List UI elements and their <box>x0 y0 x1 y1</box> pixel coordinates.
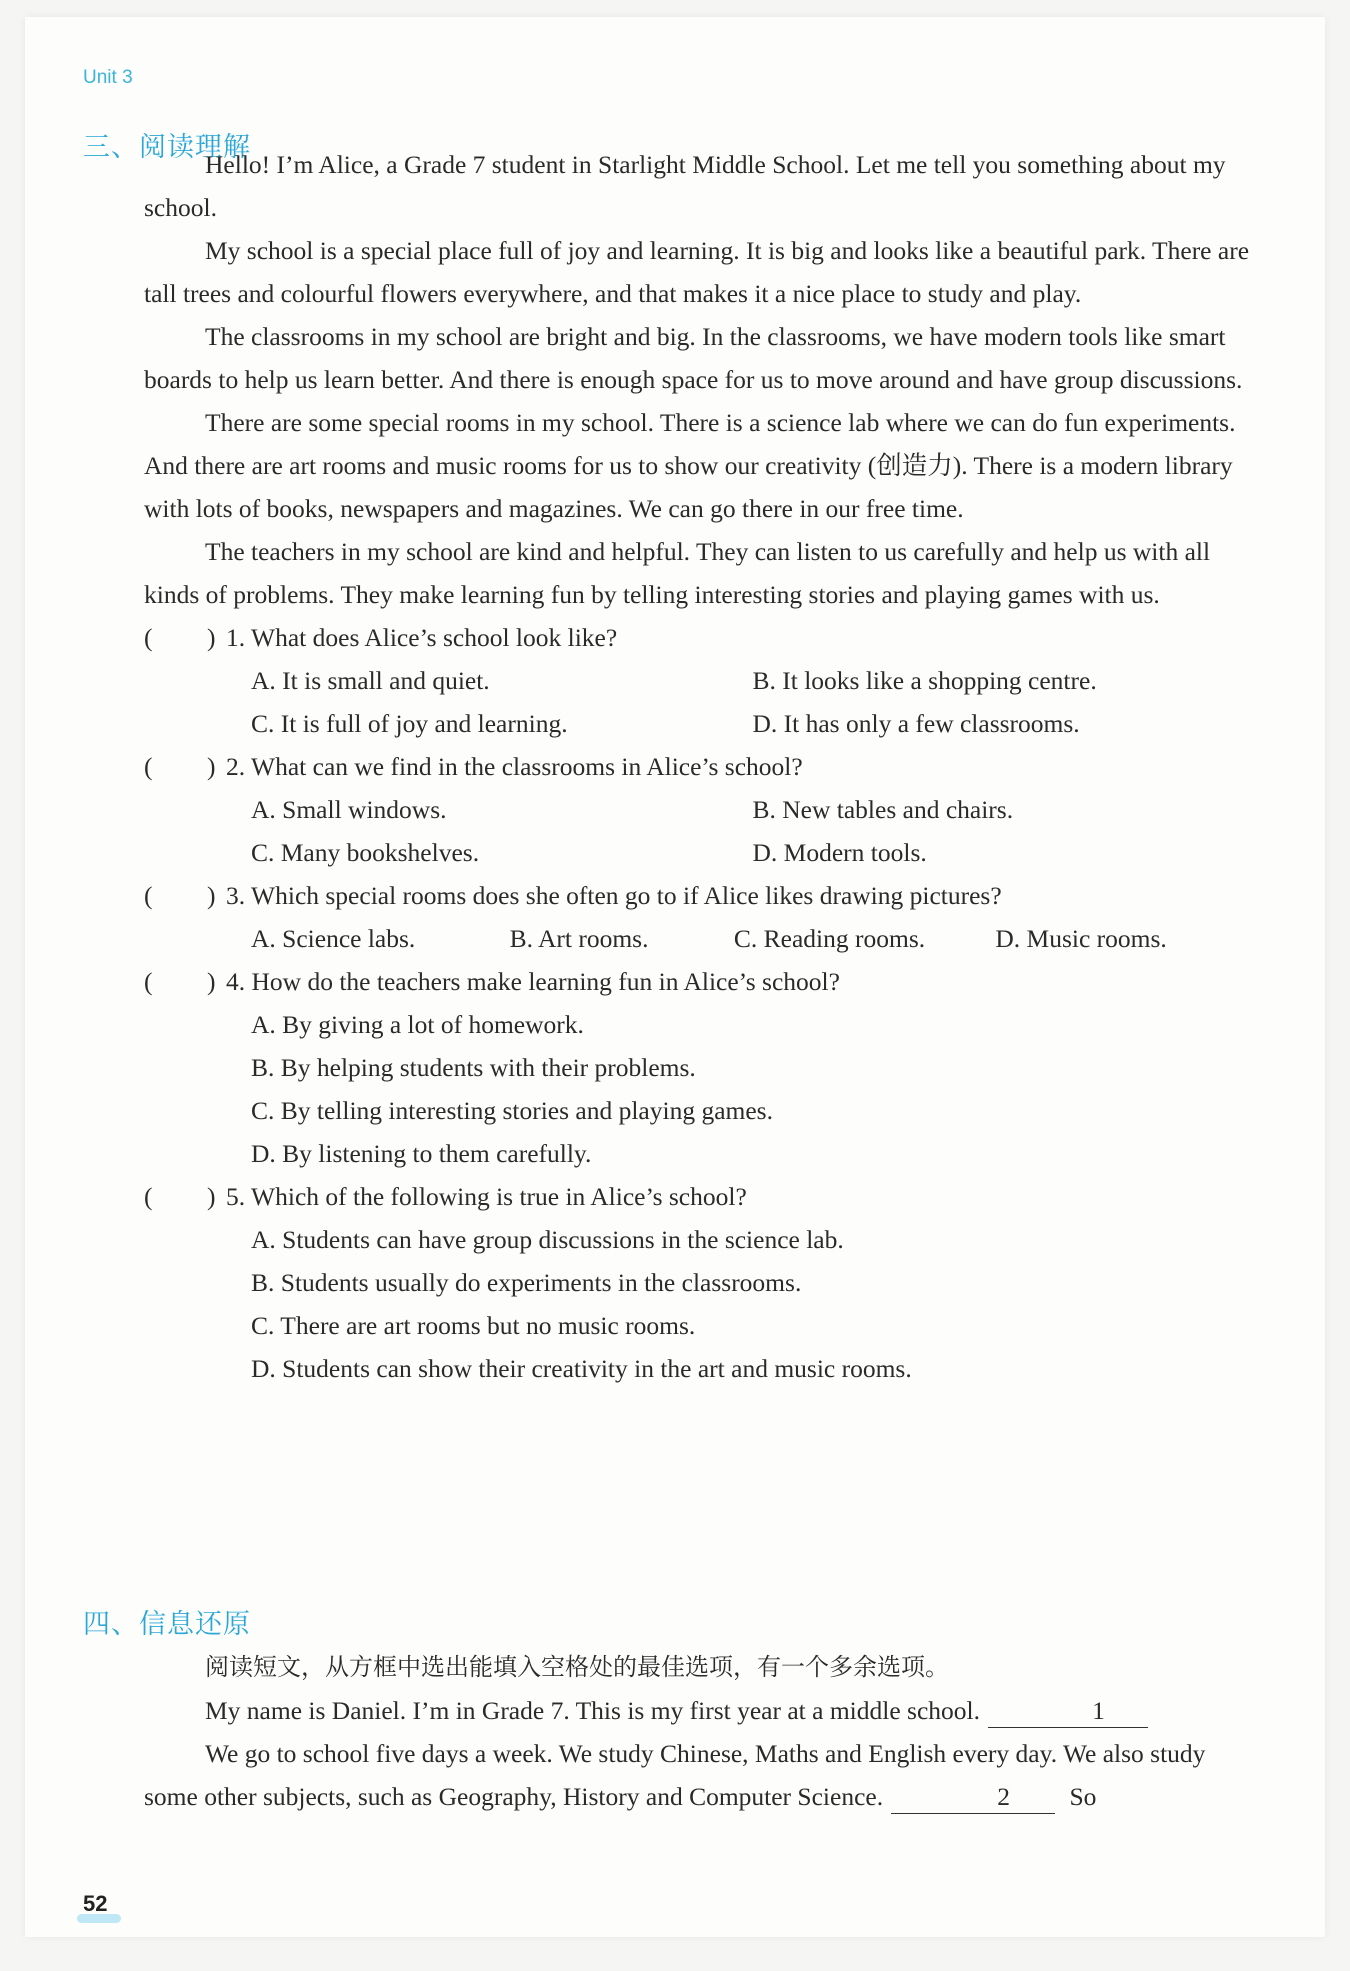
passage-paragraph: The teachers in my school are kind and helpful. They can listen to us carefully and help us with all kinds of problems. They make learning fun by telling interesting stories and playing games with us. <box>144 537 1211 609</box>
option-b: B. It looks like a shopping centre. <box>752 666 1097 695</box>
paragraph-text: My name is Daniel. I’m in Grade 7. This is my first year at a middle school. <box>205 1696 980 1725</box>
option-d: D. Students can show their creativity in the art and music rooms. <box>251 1354 912 1383</box>
question-text: 1. What does Alice’s school look like? <box>226 623 618 652</box>
option-d: D. By listening to them carefully. <box>251 1139 592 1168</box>
section-title-reading: 三、阅读理解 <box>83 132 251 163</box>
answer-paren-close: ) <box>207 967 216 996</box>
passage-paragraph: The classrooms in my school are bright and big. In the classrooms, we have modern tools like smart boards to help us learn better. And there is enough space for us to move around and have group discussions. <box>144 322 1243 394</box>
question-text: 3. Which special rooms does she often go to if Alice likes drawing pictures? <box>226 881 1002 910</box>
answer-paren-open: ( <box>144 623 153 652</box>
option-a: A. Small windows. <box>251 795 447 824</box>
page-number: 52 <box>83 1891 108 1916</box>
answer-paren-close: ) <box>207 881 216 910</box>
question-text: 2. What can we find in the classrooms in Alice’s school? <box>226 752 803 781</box>
paragraph-tail: So <box>1069 1782 1097 1811</box>
question-3 <box>144 874 1254 917</box>
question-5 <box>144 1175 1254 1218</box>
answer-paren-close: ) <box>207 623 216 652</box>
option-c: C. Reading rooms. <box>733 924 926 953</box>
blank-1[interactable]: 1 <box>988 1695 1148 1728</box>
answer-paren-close: ) <box>207 752 216 781</box>
answer-paren-close: ) <box>207 1182 216 1211</box>
passage-paragraph: My school is a special place full of joy and learning. It is big and looks like a beautiful park. There are tall trees and colourful flowers everywhere, and that makes it a nice place to study and play. <box>144 236 1250 308</box>
textbook-page <box>25 17 1325 1937</box>
option-a: A. It is small and quiet. <box>251 666 490 695</box>
options-row <box>251 702 1254 745</box>
options-row <box>251 831 1254 874</box>
option-b: B. Students usually do experiments in the classrooms. <box>251 1268 802 1297</box>
passage-paragraph: There are some special rooms in my school. There is a science lab where we can do fun experiments. And there are art rooms and music rooms for us to show our creativity (创造力). There is a modern library with lots of books, newspapers and magazines. We can go there in our free time. <box>144 408 1236 523</box>
option-d: D. Modern tools. <box>752 838 927 867</box>
option-d: D. Music rooms. <box>995 924 1167 953</box>
question-1 <box>144 616 1254 659</box>
answer-paren-open: ( <box>144 1182 153 1211</box>
passage-paragraph: Hello! I’m Alice, a Grade 7 student in Starlight Middle School. Let me tell you something about my school. <box>144 150 1226 222</box>
option-c: C. By telling interesting stories and playing games. <box>251 1096 773 1125</box>
option-a: A. By giving a lot of homework. <box>251 1010 584 1039</box>
option-b: B. New tables and chairs. <box>752 795 1014 824</box>
question-4 <box>144 960 1254 1003</box>
passage-paragraph <box>144 1732 1254 1818</box>
instruction-text: 阅读短文，从方框中选出能填入空格处的最佳选项，有一个多余选项。 <box>205 1653 949 1681</box>
reading-passage <box>144 143 1254 1390</box>
section-title-info-restore: 四、信息还原 <box>83 1609 251 1640</box>
option-c: C. There are art rooms but no music rooms. <box>251 1311 696 1340</box>
options-row <box>251 917 1254 960</box>
question-text: 5. Which of the following is true in Alice’s school? <box>226 1182 747 1211</box>
option-c: C. Many bookshelves. <box>251 838 480 867</box>
answer-paren-open: ( <box>144 967 153 996</box>
unit-label: Unit 3 <box>83 67 133 88</box>
option-b: B. Art rooms. <box>509 924 649 953</box>
option-c: C. It is full of joy and learning. <box>251 709 568 738</box>
info-restore-passage <box>144 1646 1254 1818</box>
option-a: A. Science labs. <box>251 924 416 953</box>
option-a: A. Students can have group discussions in the science lab. <box>251 1225 844 1254</box>
option-d: D. It has only a few classrooms. <box>752 709 1080 738</box>
question-text: 4. How do the teachers make learning fun in Alice’s school? <box>226 967 840 996</box>
options-row <box>251 659 1254 702</box>
passage-paragraph <box>144 1689 1254 1732</box>
options-row <box>251 788 1254 831</box>
option-b: B. By helping students with their problems. <box>251 1053 696 1082</box>
question-2 <box>144 745 1254 788</box>
answer-paren-open: ( <box>144 881 153 910</box>
answer-paren-open: ( <box>144 752 153 781</box>
blank-2[interactable]: 2 <box>891 1781 1055 1814</box>
paragraph-text: We go to school five days a week. We study Chinese, Maths and English every day. We also study some other subjects, such as Geography, History and Computer Science. <box>144 1739 1206 1811</box>
